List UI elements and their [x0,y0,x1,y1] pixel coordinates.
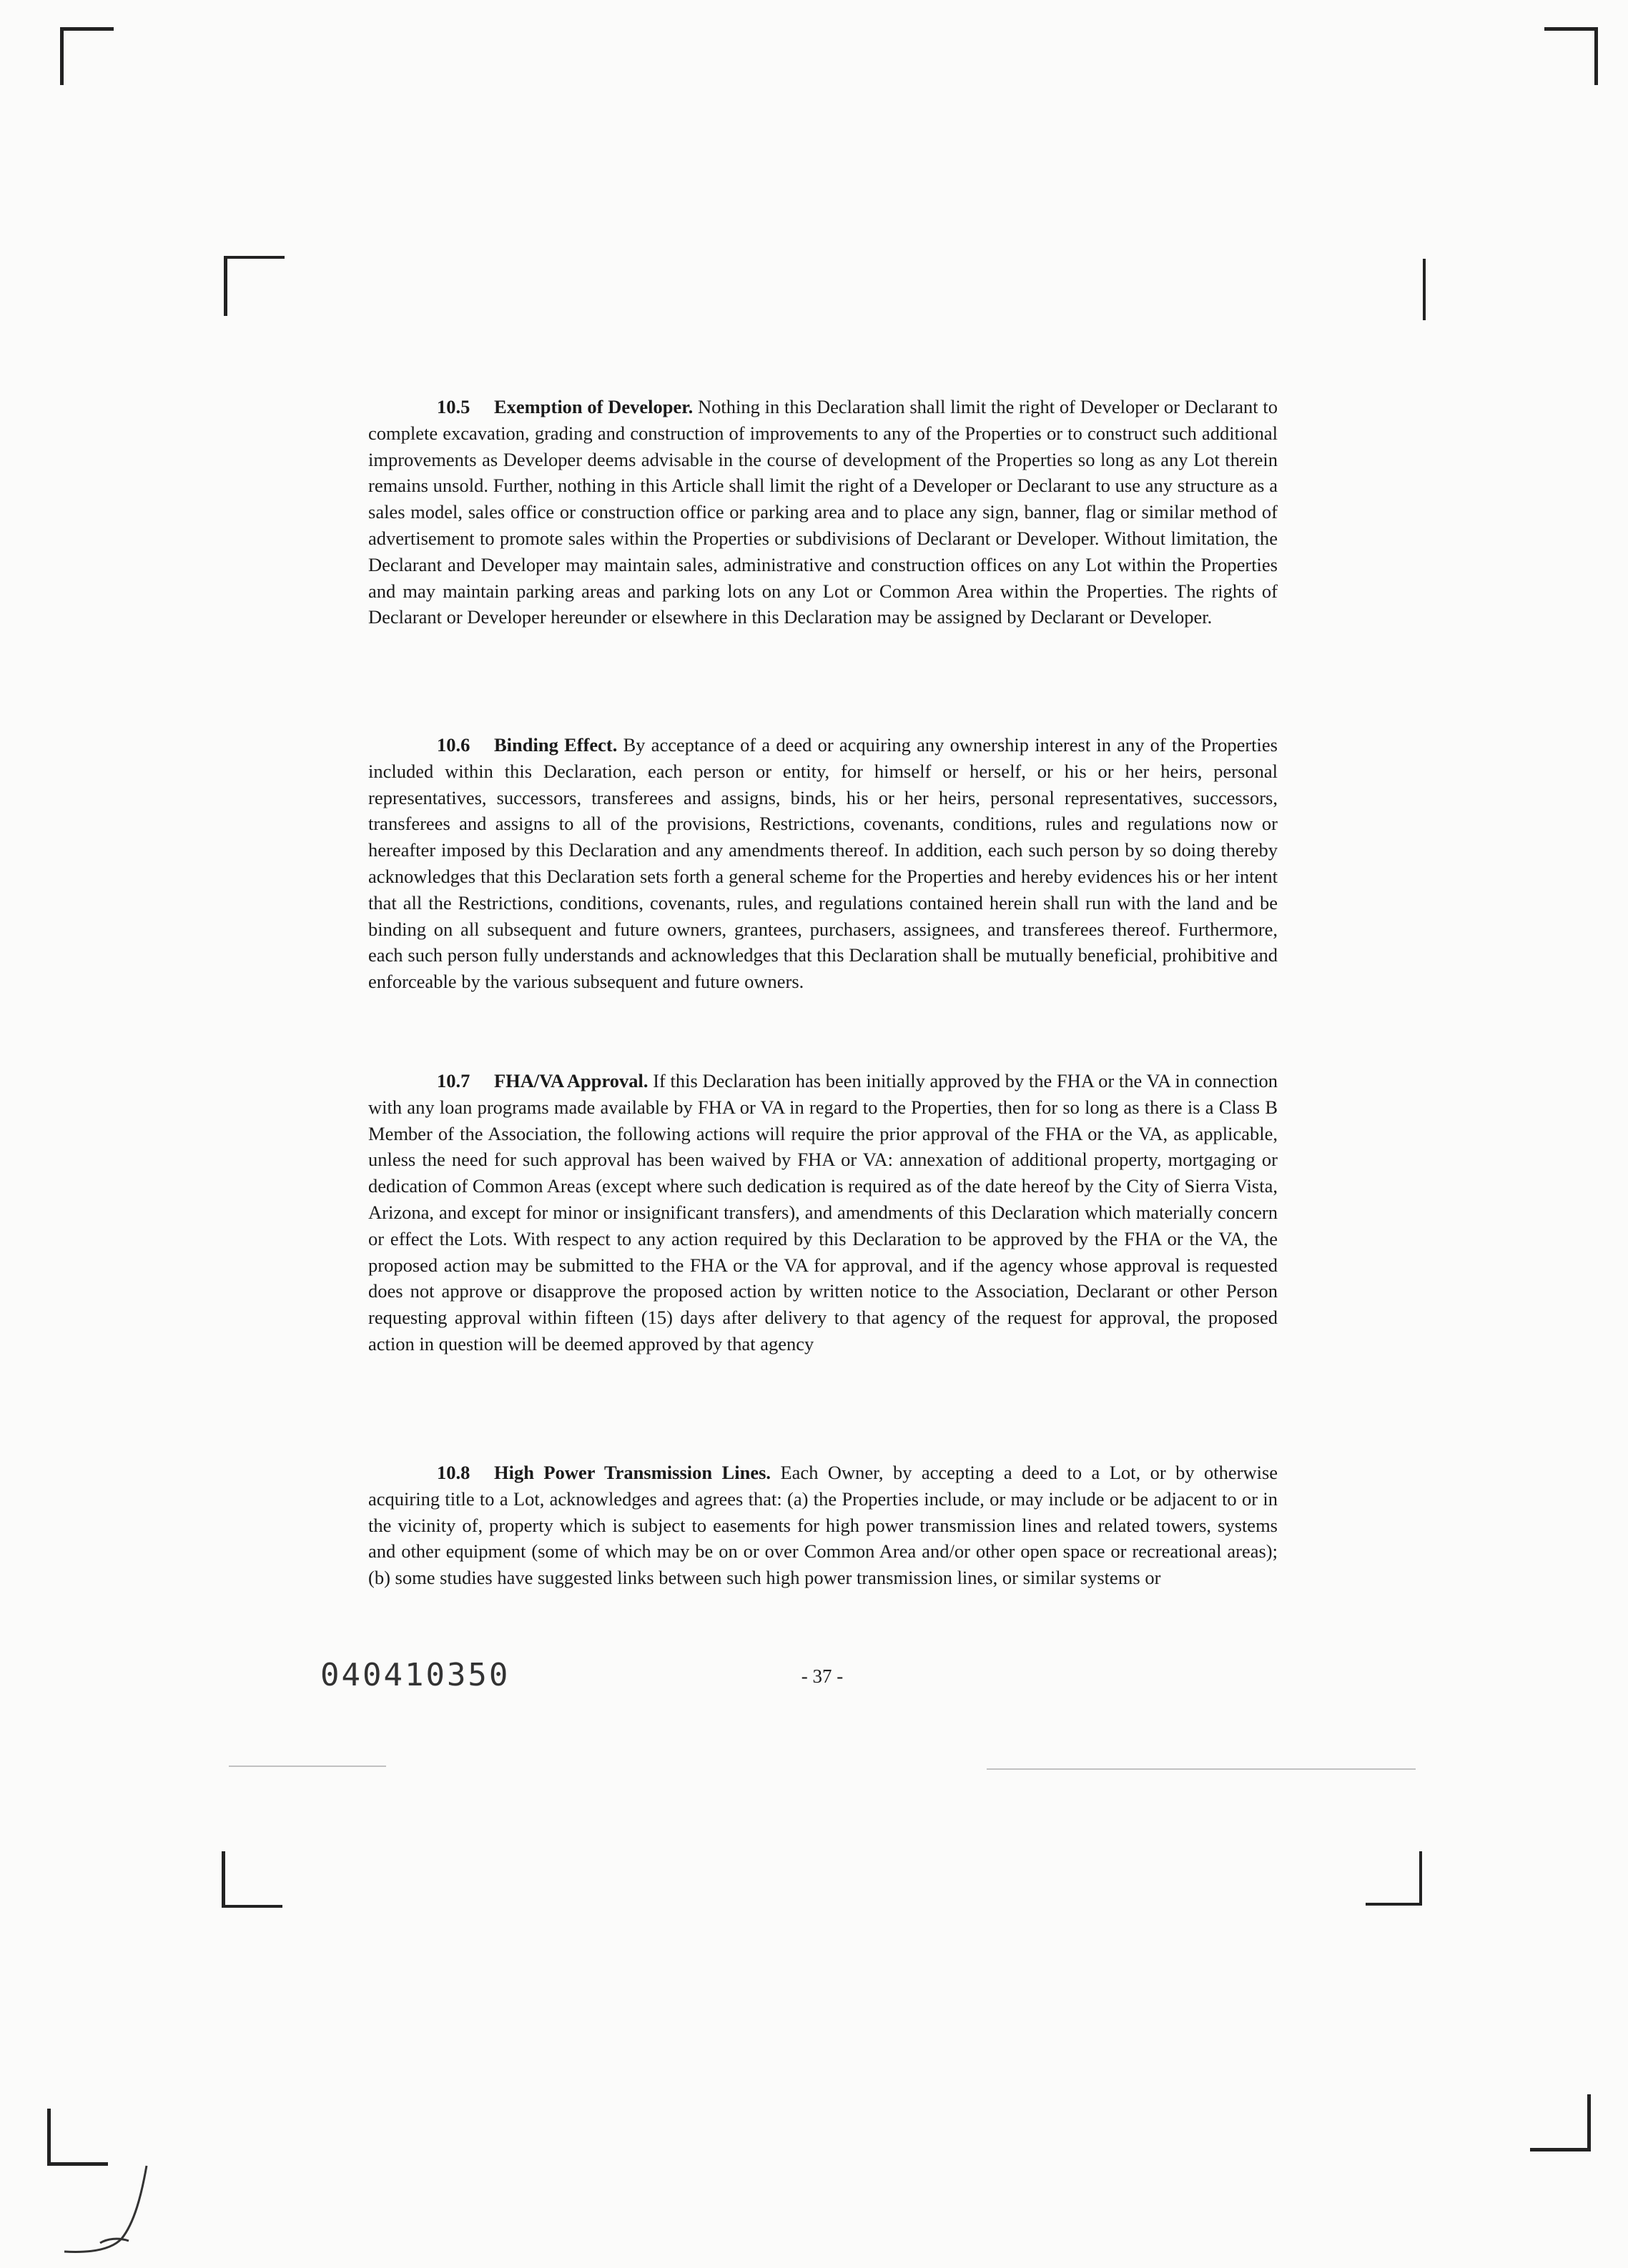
section-number: 10.5 [437,396,470,417]
section-number: 10.7 [437,1070,470,1091]
section-10-8 [368,1460,1278,1591]
section-10-6 [368,732,1278,995]
paragraph [368,1460,1278,1591]
paragraph [368,394,1278,630]
inner-crop-mark-bottom-right [1366,1851,1422,1906]
crop-mark-bottom-left [47,2109,108,2166]
scan-line-right [987,1768,1416,1770]
crop-mark-top-left [60,27,114,85]
document-id: 040410350 [320,1657,510,1693]
paragraph [368,732,1278,995]
section-heading: Exemption of Developer. [494,396,694,417]
section-body: Nothing in this Declaration shall limit the right of Developer or Declarant to complete excavation, grading and construction of improvements to any of the Properties or to construct such additional improvements as Developer deems advisable in the course of development of the Properties so long as any Lot therein remains unsold. Further, nothing in this Article shall limit the right of a Developer or Declarant to use any structure as a sales model, sales office or construction office or parking area and to place any sign, banner, flag or similar method of advertisement to promote sales within the Properties or subdivisions of Declarant or Developer. Without limitation, the Declarant and Developer may maintain sales, administrative and construction offices on any Lot within the Properties and may maintain parking areas and parking lots on any Lot or Common Area within the Properties. The rights of Declarant or Developer hereunder or elsewhere in this Declaration may be assigned by Declarant or Developer. [368,396,1278,628]
section-body: If this Declaration has been initially approved by the FHA or the VA in connection with any loan programs made available by FHA or VA in regard to the Properties, then for so long as there is a Class B Member of the Association, the following actions will require the prior approval of the FHA or the VA, as applicable, unless the need for such approval has been waived by FHA or VA: annexation of additional property, mortgaging or dedication of Common Areas (except where such dedication is required as of the date hereof by the City of Sierra Vista, Arizona, and except for minor or insignificant transfers), and amendments of this Declaration which materially concern or effect the Lots. With respect to any action required by this Declaration to be approved by the FHA or the VA, the proposed action may be submitted to the FHA or the VA for approval, and if the agency whose approval is requested does not approve or disapprove the proposed action by written notice to the Association, Declarant or other Person requesting approval within fifteen (15) days after delivery to that agency of the request for approval, the proposed action in question will be deemed approved by that agency [368,1070,1278,1355]
section-heading: FHA/VA Approval. [494,1070,648,1091]
page-number: - 37 - [801,1665,844,1687]
scan-line-left [229,1766,386,1767]
signature-mark [50,2159,164,2259]
section-body: Each Owner, by accepting a deed to a Lot, or by otherwise acquiring title to a Lot, acknowledges and agrees that: (a) the Properties include, or may include or be adjacent to or in the vicinity of, property which is subject to easements for high power transmission lines and related towers, systems and other equipment (some of which may be on or over Common Area and/or other open space or recreational areas); (b) some studies have suggested links between such high power transmission lines, or similar systems or [368,1462,1278,1589]
section-body: By acceptance of a deed or acquiring any ownership interest in any of the Properties included within this Declaration, each person or entity, for himself or herself, or his or her heirs, personal representatives, successors, transferees and assigns, binds, his or her heirs, personal representatives, successors, transferees and assigns to all of the provisions, Restrictions, covenants, conditions, rules and regulations now or hereafter imposed by this Declaration and any amendments thereof. In addition, each such person by so doing thereby acknowledges that this Declaration sets forth a general scheme for the Properties and hereby evidences his or her intent that all the Restrictions, conditions, covenants, rules, and regulations contained herein shall run with the land and be binding on all subsequent and future owners, grantees, purchasers, assignees, and transferees thereof. Furthermore, each such person fully understands and acknowledges that this Declaration shall be mutually beneficial, prohibitive and enforceable by the various subsequent and future owners. [368,734,1278,993]
inner-crop-mark-top-left [224,256,285,316]
paragraph [368,1068,1278,1357]
section-heading: Binding Effect. [494,734,618,756]
inner-crop-mark-bottom-left [222,1851,282,1908]
section-10-5 [368,394,1278,630]
inner-crop-mark-top-right [1394,259,1426,320]
section-number: 10.8 [437,1462,470,1483]
crop-mark-top-right [1544,27,1598,85]
section-heading: High Power Transmission Lines. [494,1462,771,1483]
crop-mark-bottom-right [1530,2094,1591,2151]
section-10-7 [368,1068,1278,1357]
section-number: 10.6 [437,734,470,756]
